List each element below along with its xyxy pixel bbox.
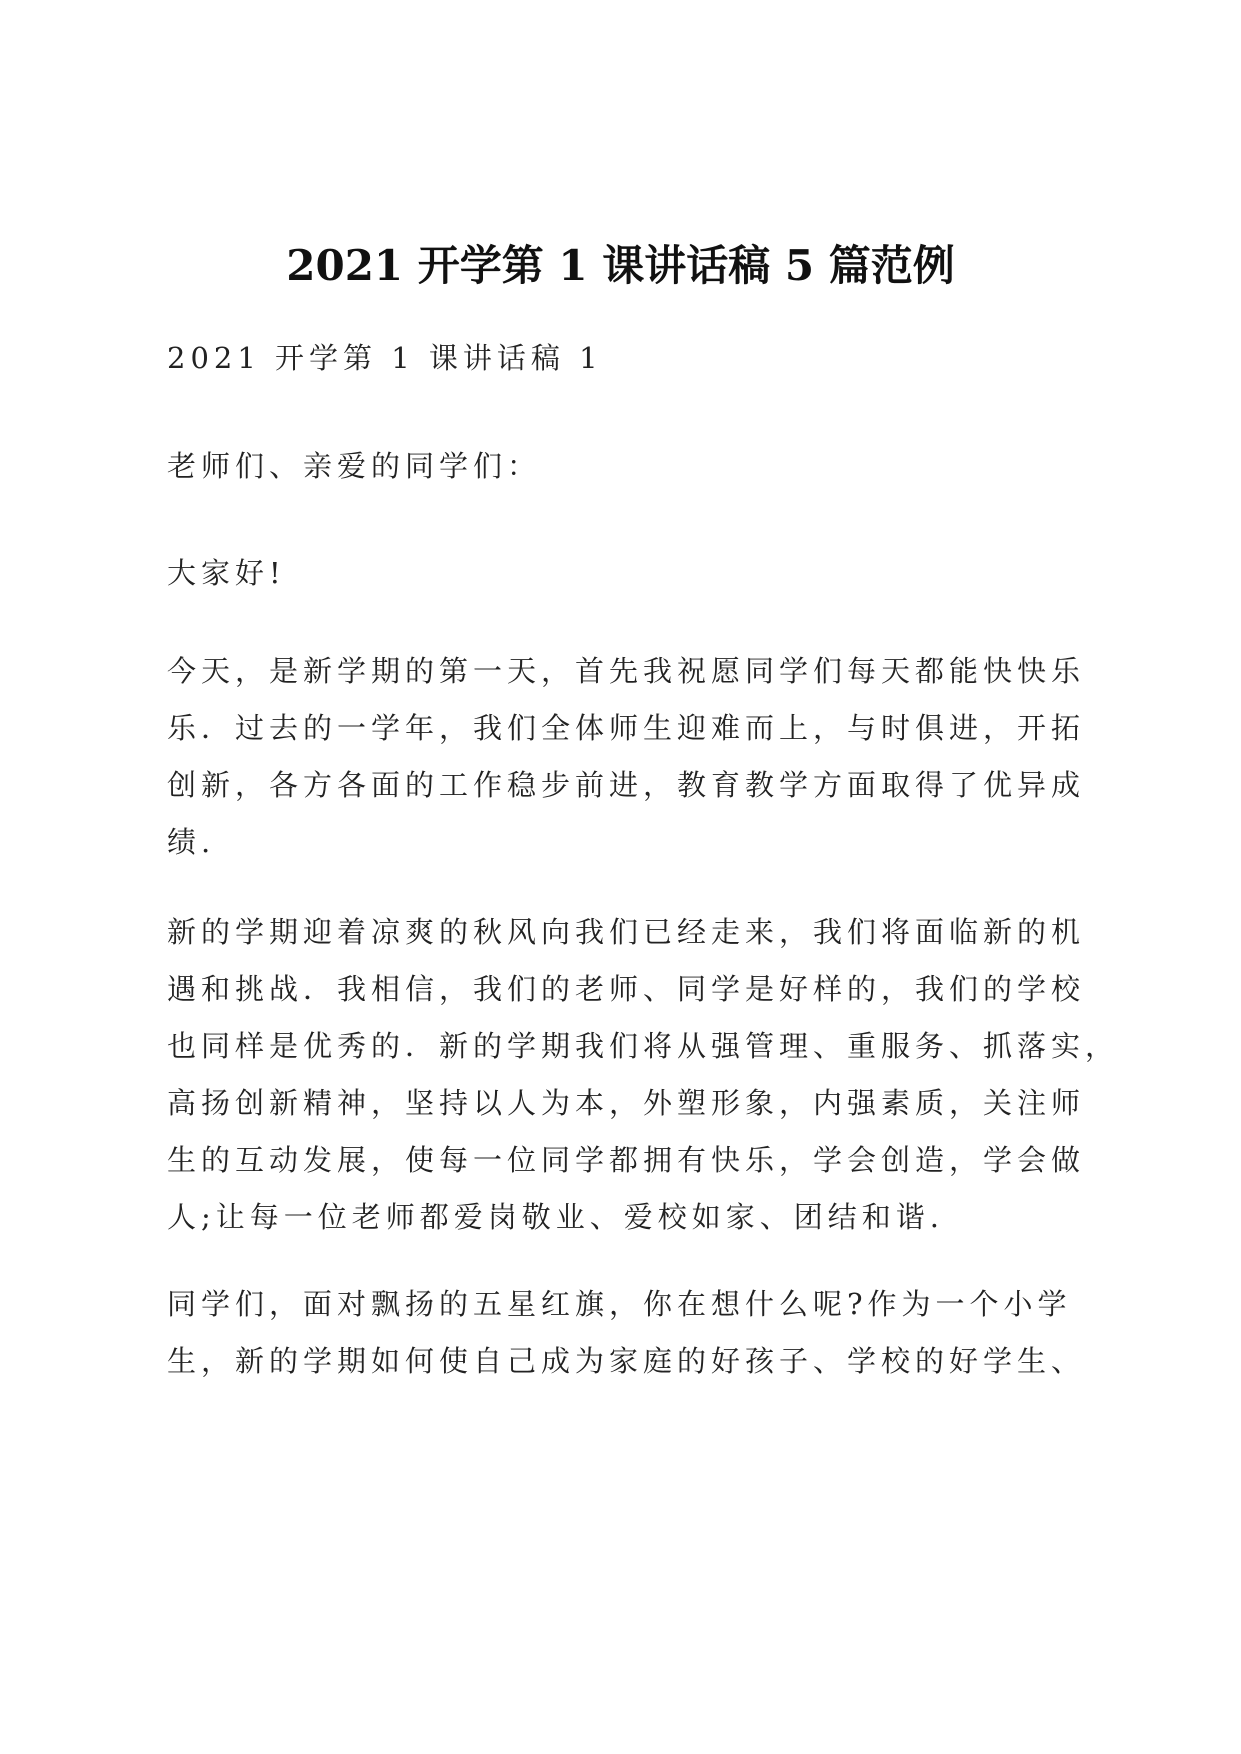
- paragraph-line: 创新，各方各面的工作稳步前进，教育教学方面取得了优异成: [167, 768, 1086, 802]
- salutation: 老师们、亲爱的同学们：: [167, 449, 542, 483]
- paragraph-3: [167, 1276, 1087, 1390]
- paragraph-line: 也同样是优秀的．新的学期我们将从强管理、重服务、抓落实，: [167, 1029, 1120, 1063]
- greeting: 大家好!: [167, 556, 286, 590]
- paragraph-line: 乐．过去的一学年，我们全体师生迎难而上，与时俱进，开拓: [167, 711, 1086, 745]
- paragraph-line: 新的学期迎着凉爽的秋风向我们已经走来，我们将面临新的机: [167, 915, 1086, 949]
- paragraph-2: [167, 904, 1120, 1246]
- paragraph-line: 同学们，面对飘扬的五星红旗，你在想什么呢?作为一个小学: [167, 1287, 1072, 1321]
- paragraph-line: 绩.: [167, 825, 216, 859]
- paragraph-line: 生的互动发展，使每一位同学都拥有快乐，学会创造，学会做: [167, 1143, 1086, 1177]
- paragraph-1: [167, 643, 1087, 871]
- paragraph-line: 人;让每一位老师都爱岗敬业、爱校如家、团结和谐.: [167, 1200, 944, 1234]
- paragraph-line: 遇和挑战．我相信，我们的老师、同学是好样的，我们的学校: [167, 972, 1086, 1006]
- document-title: 2021 开学第 1 课讲话稿 5 篇范例: [286, 241, 955, 290]
- paragraph-line: 今天，是新学期的第一天，首先我祝愿同学们每天都能快快乐: [167, 654, 1086, 688]
- paragraph-line: 生，新的学期如何使自己成为家庭的好孩子、学校的好学生、: [167, 1344, 1086, 1378]
- paragraph-line: 高扬创新精神，坚持以人为本，外塑形象，内强素质，关注师: [167, 1086, 1086, 1120]
- section-heading: 2021 开学第 1 课讲话稿 1: [167, 341, 603, 375]
